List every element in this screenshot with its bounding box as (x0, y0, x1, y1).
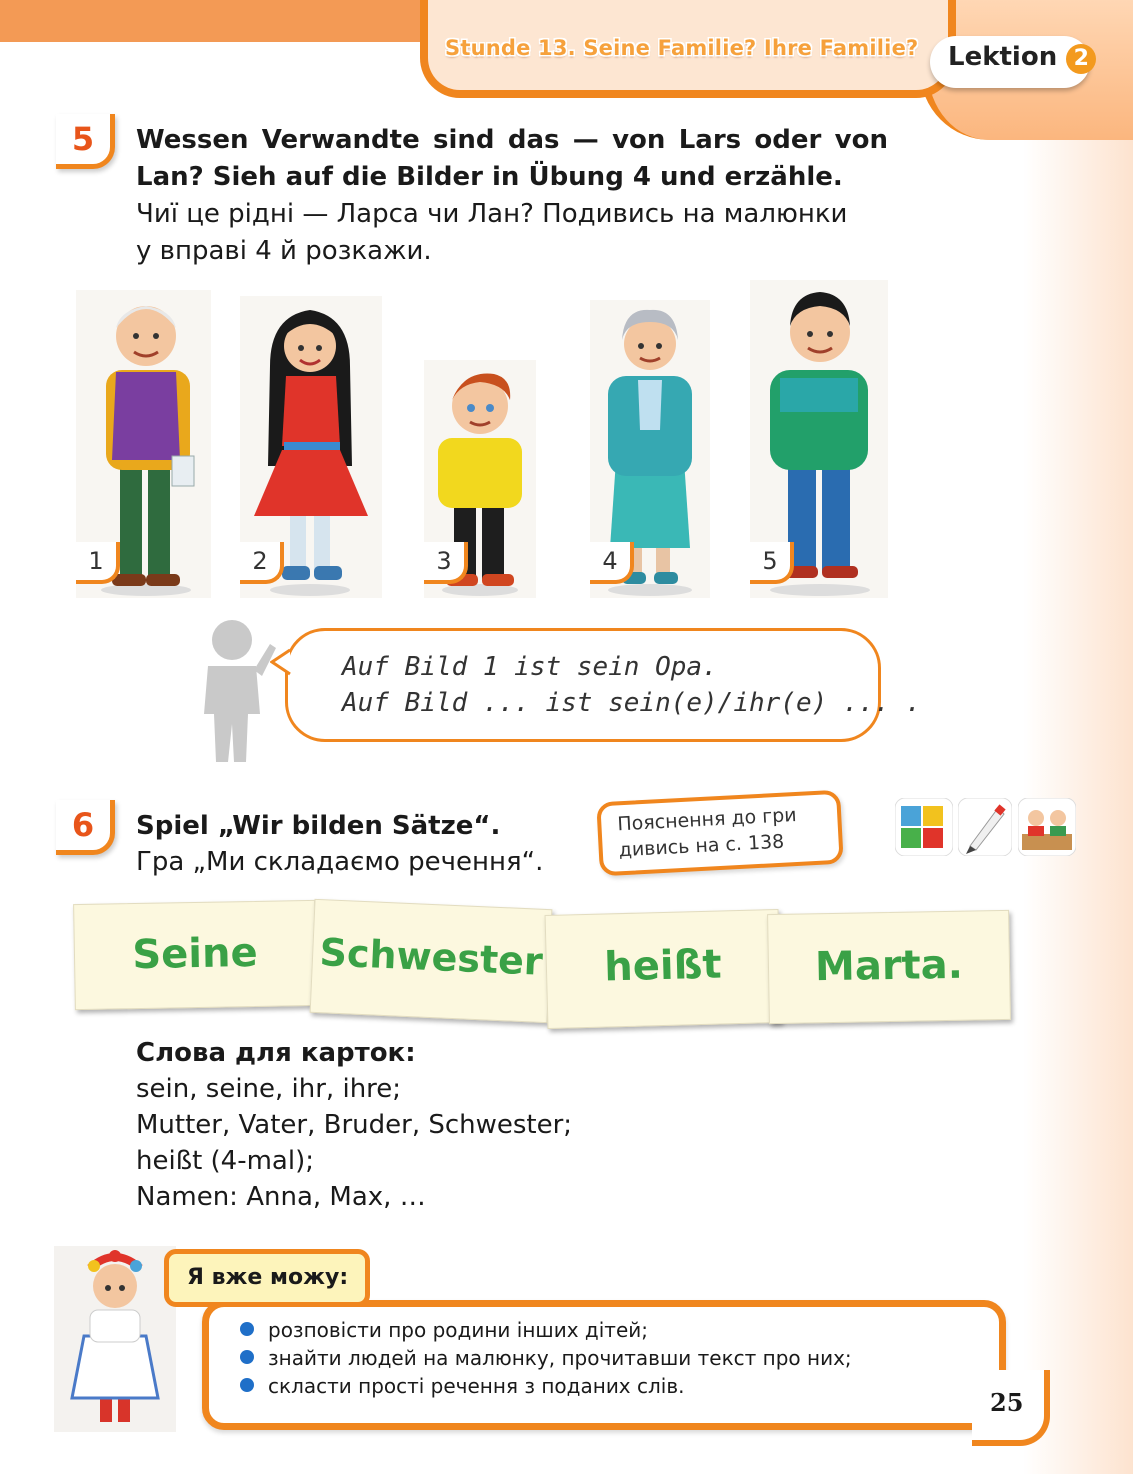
word-card-3 (545, 909, 782, 1029)
lektion-heading (948, 42, 1096, 74)
speech-bubble (285, 628, 881, 742)
summary-item-2-text: знайти людей на малюнку, прочитавши текст про них; (268, 1346, 852, 1370)
pencil-icon (958, 798, 1012, 856)
summary-label: Я вже можу: (164, 1249, 370, 1307)
summary-item-1-text: розповісти про родини інших дітей; (268, 1318, 648, 1342)
words-heading: Слова для карток: (136, 1038, 416, 1068)
word-card-4 (767, 910, 1011, 1024)
hint-line-2: дивись на с. 138 (618, 830, 785, 862)
exercise-6-title-de: Spiel „Wir bilden Sätze“. (136, 811, 501, 841)
exercise-6-number: 6 (56, 800, 115, 855)
picture-5 (750, 280, 888, 598)
lektion-number: 2 (1066, 44, 1096, 74)
lektion-label: Lektion (948, 42, 1058, 72)
bullet-icon (240, 1350, 254, 1364)
blocks-icon (895, 798, 953, 856)
bullet-icon (240, 1378, 254, 1392)
speech-line-1: Auf Bild 1 ist sein Opa. (342, 652, 718, 682)
speech-bubble-tail (270, 648, 294, 676)
bullet-icon (240, 1322, 254, 1336)
words-line-2: Mutter, Vater, Bruder, Schwester; (136, 1110, 573, 1140)
speech-line-2: Auf Bild ... ist sein(e)/ihr(e) ... . (342, 688, 922, 718)
summary-item-3-text: скласти прості речення з поданих слів. (268, 1374, 685, 1398)
exercise-6-title-ua: Гра „Ми складаємо речення“. (136, 847, 544, 877)
picture-5-number: 5 (750, 542, 794, 584)
exercise-5-task-ua-line2: у вправі 4 й розкажи. (136, 236, 432, 266)
word-card-2-text: Schwester (318, 930, 544, 984)
girl-in-traditional-dress-illustration (54, 1246, 176, 1432)
picture-2-number: 2 (240, 542, 284, 584)
speaker-silhouette (190, 614, 280, 764)
exercise-5-task-de: Wessen Verwandte sind das — von Lars oder von Lan? Sieh auf die Bilder in Übung 4 und erzähle. (136, 125, 888, 192)
picture-4 (590, 300, 710, 598)
words-line-1: sein, seine, ihr, ihre; (136, 1074, 402, 1104)
words-line-3: heißt (4-mal); (136, 1146, 314, 1176)
word-card-3-text: heißt (603, 941, 723, 991)
children-playing-icon (1018, 798, 1076, 856)
summary-girl-picture (54, 1246, 176, 1432)
hint-line-1: Пояснення до гри (616, 803, 798, 836)
exercise-5-number: 5 (56, 114, 115, 169)
picture-1-number: 1 (76, 542, 120, 584)
page-number: 25 (990, 1388, 1024, 1417)
lesson-title: Stunde 13. Seine Familie? Ihre Familie? (445, 36, 919, 60)
picture-3 (424, 360, 536, 598)
summary-item-3 (240, 1374, 684, 1398)
picture-1 (76, 290, 211, 598)
word-card-4-text: Marta. (814, 941, 964, 991)
picture-4-number: 4 (590, 542, 634, 584)
word-card-1-text: Seine (131, 929, 258, 979)
picture-2 (240, 296, 382, 598)
word-card-2 (310, 899, 553, 1023)
picture-3-number: 3 (424, 542, 468, 584)
summary-item-1 (240, 1318, 648, 1342)
page-side-gradient (1023, 120, 1133, 1474)
header-left-band (0, 0, 425, 42)
words-line-4: Namen: Anna, Max, … (136, 1182, 426, 1212)
rules-hint-box (596, 790, 844, 877)
word-card-1 (73, 900, 317, 1010)
summary-item-2 (240, 1346, 852, 1370)
exercise-5-task-ua-line1: Чиї це рідні — Ларса чи Лан? Подивись на малюнки (136, 199, 848, 229)
